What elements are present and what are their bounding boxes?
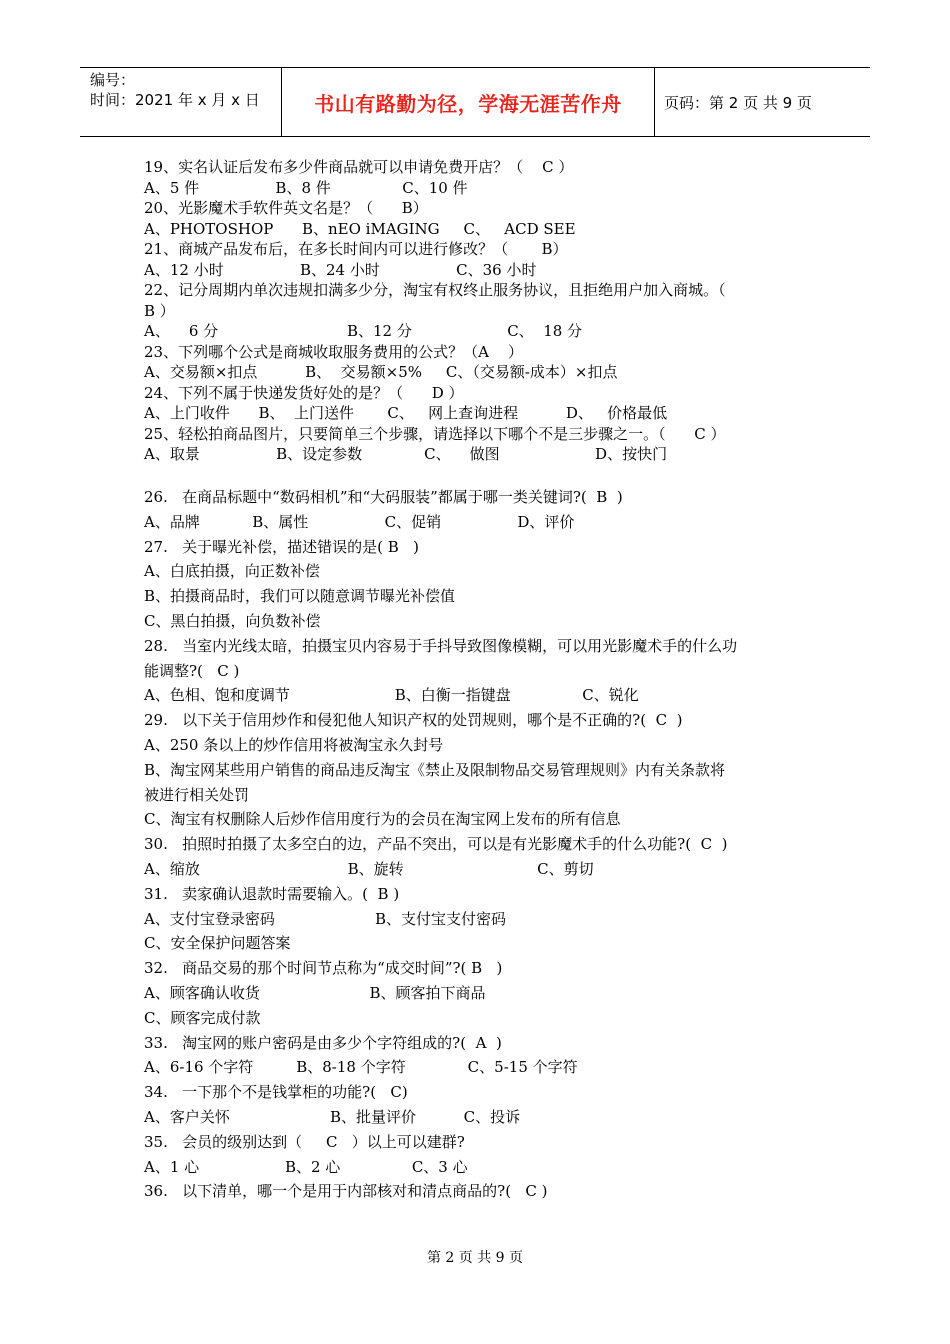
motto-text: 书山有路勤为径，学海无涯苦作舟 — [314, 91, 622, 116]
text-line: 31. 卖家确认退款时需要输入。( B ) — [144, 884, 400, 903]
blank-line — [144, 465, 814, 486]
text-line: 22、记分周期内单次违规扣满多少分，淘宝有权终止服务协议，且拒绝用户加入商城。（ — [144, 281, 726, 299]
text-line: 33. 淘宝网的账户密码是由多少个字符组成的?( A ) — [144, 1033, 502, 1052]
text-line: C、安全保护问题答案 — [144, 934, 291, 953]
text-line: A、缩放 B、旋转 C、剪切 — [144, 859, 594, 878]
text-line: A、250 条以上的炒作信用将被淘宝永久封号 — [144, 735, 444, 754]
text-line: 25、轻松拍商品图片，只要简单三个步骤，请选择以下哪个不是三步骤之一。（ C ） — [144, 424, 726, 443]
time-label: 时间：2021 年 x 月 x 日 — [90, 91, 260, 109]
text-line: 34. 一下那个不是钱掌柜的功能?( C) — [144, 1083, 408, 1102]
text-line: A、1 心 B、2 心 C、3 心 — [144, 1157, 468, 1176]
text-line: A、6-16 个字符 B、8-18 个字符 C、5-15 个字符 — [144, 1058, 578, 1077]
text-line: 35. 会员的级别达到（ C ）以上可以建群? — [144, 1132, 465, 1151]
questions-block-19-25 — [144, 157, 814, 465]
text-line: 27. 关于曝光补偿，描述错误的是( B ) — [144, 537, 419, 556]
number-label: 编号： — [90, 71, 136, 89]
text-line: A、色相、饱和度调节 B、白衡一指键盘 C、锐化 — [144, 686, 639, 705]
text-line: A、支付宝登录密码 B、支付宝支付密码 — [144, 909, 506, 928]
text-line: 24、下列不属于快递发货好处的是？（ D ） — [144, 383, 464, 402]
text-line: B、淘宝网某些用户销售的商品违反淘宝《禁止及限制物品交易管理规则》内有关条款将 — [144, 760, 726, 779]
text-line: C、顾客完成付款 — [144, 1008, 261, 1027]
text-line: A、PHOTOSHOP B、nEO iMAGING C、 ACD SEE — [144, 219, 576, 238]
text-line: A、5 件 B、8 件 C、10 件 — [144, 178, 468, 197]
text-line: 23、下列哪个公式是商城收取服务费用的公式？（A ） — [144, 342, 523, 361]
text-line: 20、光影魔术手软件英文名是？（ B） — [144, 199, 428, 217]
text-line: A、上门收件 B、 上门送件 C、 网上查询进程 D、 价格最低 — [144, 404, 668, 422]
text-line: 36. 以下清单，哪一个是用于内部核对和清点商品的?( C ) — [144, 1182, 548, 1201]
text-line: B ） — [144, 301, 175, 320]
text-line: 被进行相关处罚 — [144, 785, 250, 804]
text-line: A、客户关怀 B、批量评价 C、投诉 — [144, 1107, 521, 1126]
page-footer: 第 2 页 共 9 页 — [426, 1250, 524, 1266]
text-line: C、黑白拍摄，向负数补偿 — [144, 611, 321, 630]
text-line: A、 6 分 B、12 分 C、 18 分 — [144, 322, 583, 340]
text-line: 30. 拍照时拍摄了太多空白的边，产品不突出，可以是有光影魔术手的什么功能?( C ) — [144, 835, 728, 854]
text-line: C、淘宝有权删除人后炒作信用度行为的会员在淘宝网上发布的所有信息 — [144, 810, 621, 829]
page-number-cell — [654, 68, 870, 136]
text-line: 21、商城产品发布后，在多长时间内可以进行修改？（ B） — [144, 240, 568, 258]
text-line: 19、实名认证后发布多少件商品就可以申请免费开店？（ C ） — [144, 158, 574, 176]
motto-cell — [282, 68, 655, 136]
text-line: 26. 在商品标题中“数码相机”和“大码服装”都属于哪一类关键词?( B ) — [144, 488, 623, 506]
text-line: A、交易额×扣点 B、 交易额×5% C、（交易额-成本）×扣点 — [144, 363, 618, 381]
text-line: A、白底拍摄，向正数补偿 — [144, 562, 320, 581]
text-line: A、12 小时 B、24 小时 C、36 小时 — [144, 260, 537, 279]
text-line: B、拍摄商品时，我们可以随意调节曝光补偿值 — [144, 587, 456, 606]
text-line: A、品牌 B、属性 C、促销 D、评价 — [144, 512, 575, 531]
text-line: 29. 以下关于信用炒作和侵犯他人知识产权的处罚规则，哪个是不正确的?( C ) — [144, 711, 683, 730]
text-line: 能调整?( C ) — [144, 661, 240, 680]
text-line: 32. 商品交易的那个时间节点称为“成交时间”?( B ) — [144, 959, 503, 978]
text-line: 28. 当室内光线太暗，拍摄宝贝内容易于手抖导致图像模糊，可以用光影魔术手的什么功 — [144, 636, 738, 655]
header-info-cell — [80, 68, 282, 136]
header-table — [80, 67, 870, 137]
text-line: A、顾客确认收货 B、顾客拍下商品 — [144, 983, 486, 1002]
text-line: A、取景 B、设定参数 C、 做图 D、按快门 — [144, 445, 668, 463]
page-number-label: 页码：第 2 页 共 9 页 — [664, 93, 812, 112]
question-list — [144, 157, 814, 1204]
questions-block-26-36 — [144, 485, 814, 1204]
